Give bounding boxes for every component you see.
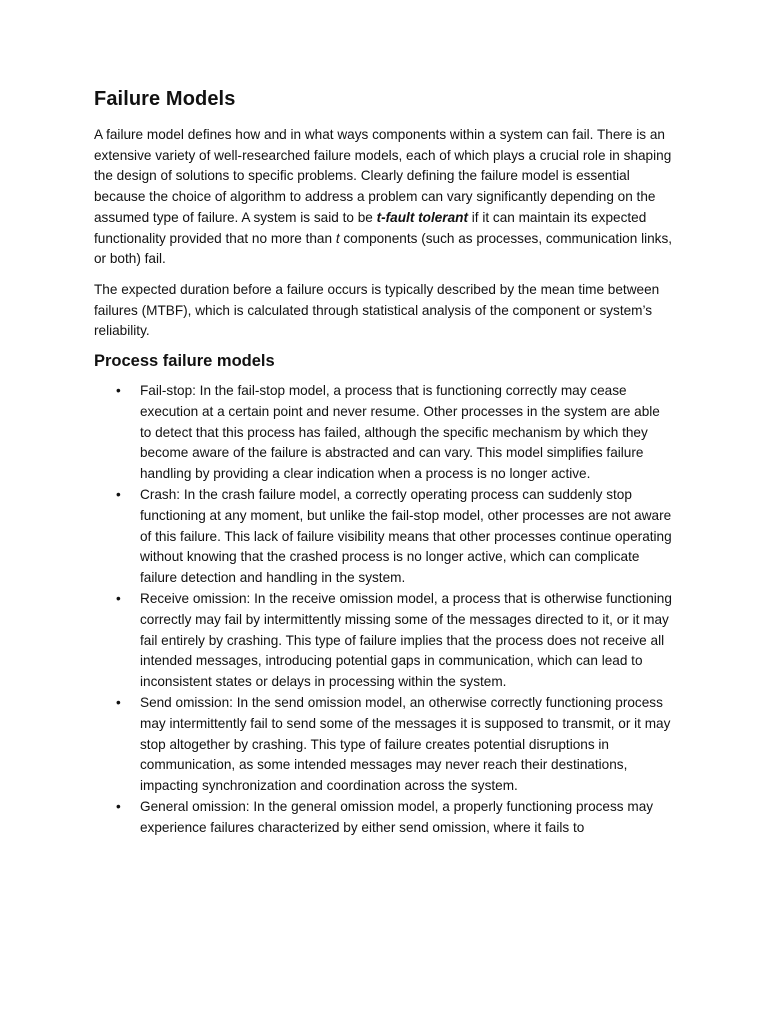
bullet-icon: •: [116, 694, 121, 710]
bullet-icon: •: [116, 591, 121, 606]
failure-model-list: [94, 381, 674, 839]
list-item-crash: [94, 485, 674, 589]
intro-text-b: if it can maintain its expected functionality provided that no more than: [94, 209, 647, 246]
intro-paragraph-2: The expected duration before a failure occurs is typically described by the mean time between failures (MTBF), which is calculated through statistical analysis of the component or system’s reliability.: [94, 281, 660, 339]
intro-text-c: components (such as processes, communication links, or both) fail.: [94, 230, 673, 267]
bullet-icon: •: [116, 383, 121, 399]
list-item-text: Crash: In the crash failure model, a correctly operating process can suddenly stop functioning at any moment, but unlike the fail-stop model, other processes are not aware of this failure. This lack of failure visibility means that other processes continue operating without knowing that the crashed process is no longer active, which can complicate failure detection and handling in the system.: [140, 487, 672, 586]
list-item-send-omission: [94, 693, 674, 797]
list-item-fail-stop: [94, 381, 674, 485]
list-item-general-omission: [94, 797, 674, 839]
t-variable: t: [335, 230, 340, 246]
list-item-text: General omission: In the general omission model, a properly functioning process may experience failures characterized by either send omission, where it fails to: [140, 798, 654, 835]
intro-text-a: A failure model defines how and in what ways components within a system can fail. There is an extensive variety of well-researched failure models, each of which plays a crucial role in shaping the design of solutions to specific problems. Clearly defining the failure model is essential because the choice of algorithm to address a problem can vary significantly depending on the assumed type of failure. A system is said to be: [94, 127, 672, 225]
intro-paragraph-1: [94, 125, 674, 270]
list-item-receive-omission: [94, 589, 674, 693]
page-title: Failure Models: [94, 88, 236, 110]
list-item-text: Fail-stop: In the fail-stop model, a process that is functioning correctly may cease execution at a certain point and never resume. Other processes in the system are able to detect that this process has failed, although the specific mechanism by which they become aware of the failure is abstracted and can vary. This model simplifies failure handling by providing a clear indication when a process is no longer active.: [140, 383, 660, 482]
bullet-icon: •: [116, 487, 121, 503]
list-item-text: Send omission: In the send omission model, an otherwise correctly functioning process may intermittently fail to send some of the messages it is supposed to transmit, or it may stop altogether by crashing. This type of failure creates potential disruptions in communication, as some intended messages may never reach their destinations, impacting synchronization and coordination across the system.: [140, 694, 671, 794]
section-title: Process failure models: [94, 352, 275, 371]
bullet-icon: •: [116, 798, 121, 814]
list-item-text: Receive omission: In the receive omission model, a process that is otherwise functioning correctly may fail by intermittently missing some of the messages directed to it, or it may fail entirely by crashing. This type of failure implies that the process does not receive all intended messages, introducing potential gaps in communication, which can lead to inconsistent states or delays in processing within the system.: [140, 591, 672, 690]
t-fault-tolerant-term: t-fault tolerant: [376, 209, 468, 225]
